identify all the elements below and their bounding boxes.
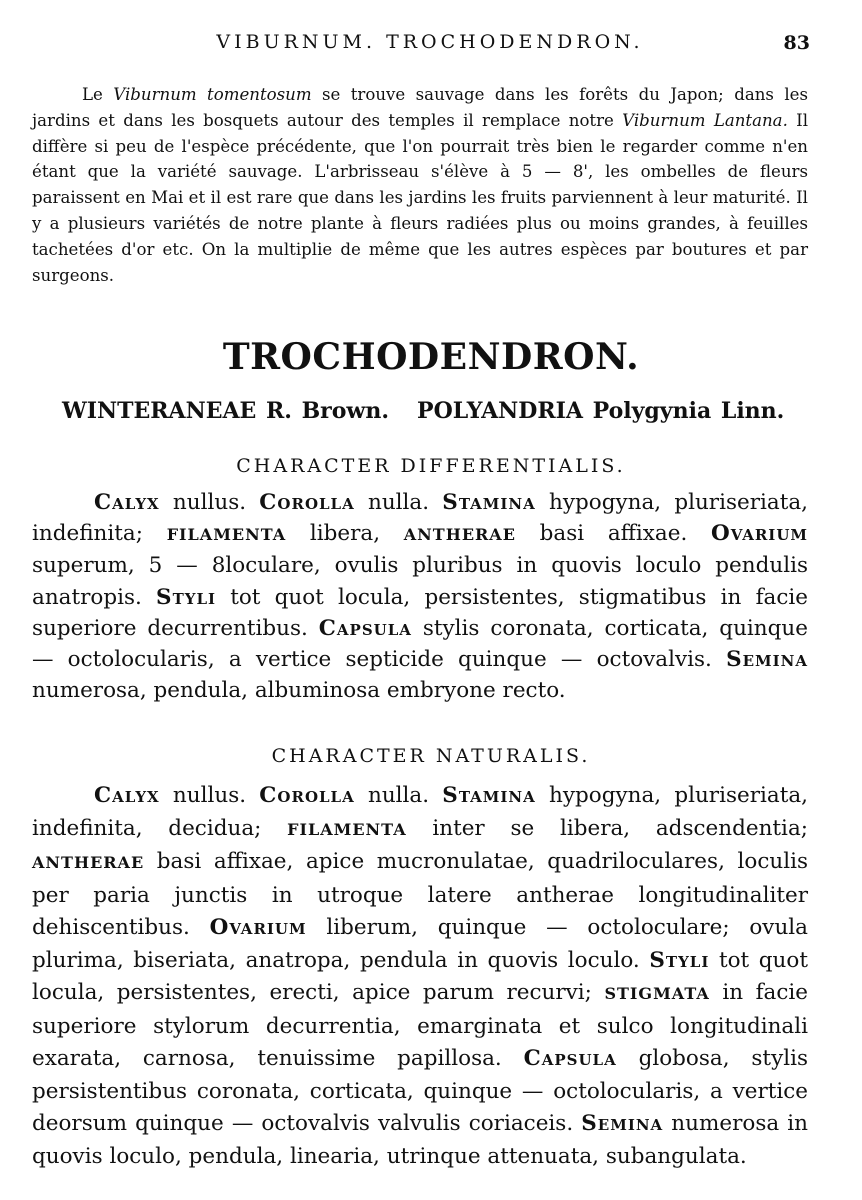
section-heading-differentialis: CHARACTER DIFFERENTIALIS. [236,455,626,477]
description-text: stylis coronata, corticata, quinque — octolocularis, a vertice septicide quinque — octovalvis. [32,615,808,673]
species-name: Viburnum tomentosum [113,85,312,104]
term: FILAMENTA [287,819,407,839]
description-text: nullus. [159,490,260,515]
intro-text: se trouve sauvage dans les forêts du Japon; dans les jardins et dans les bosquets autour des temples il remplace notre [32,85,808,130]
description-text: hypogyna, pluriseriata, indefinita, decidua; [32,783,808,841]
term: STIGMATA [604,984,710,1003]
intro-text: Le [82,85,114,104]
term: Corolla [259,783,355,808]
genus-title: TROCHODENDRON. [222,336,640,378]
description-text: basi affixae, apice mucronulatae, quadriloculares, loculis per paria junctis in utroque latere antherae longitudinaliter dehiscentibus. [32,849,808,940]
family-name: WINTERANEAE R. Brown. [62,398,390,424]
term: Semina [726,647,808,673]
running-head: VIBURNUM. TROCHODENDRON. [216,31,644,53]
description-text: libera, [286,521,404,547]
naturalis-paragraph [32,780,808,1173]
term: Semina [581,1111,664,1136]
term: Capsula [523,1046,617,1071]
description-text: nulla. [354,783,443,808]
differentialis-paragraph [32,487,808,706]
description-text: tot quot locula, persistentes, stigmatibus in facie superiore decurrentibus. [32,584,808,641]
description-text: numerosa, pendula, albuminosa embryone recto. [32,678,566,704]
term: Stamina [442,783,536,808]
description-text: superum, 5 — 8loculare, ovulis pluribus in quovis loculo pendulis anatropis. [32,553,808,610]
term: Calyx [94,490,160,515]
term: Ovarium [711,521,809,547]
description-text: globosa, stylis persistentibus coronata, corticata, quinque — octolocularis, a vertice deorsum quinque — octovalvis valvulis coriaceis. [32,1046,808,1136]
page-number: 83 [783,32,810,54]
term: Ovarium [209,915,307,940]
classification-line [62,398,822,424]
term: Calyx [94,783,160,808]
description-text: tot quot locula, persistentes, erecti, apice parum recurvi; [32,947,808,1005]
section-heading-naturalis: CHARACTER NATURALIS. [271,745,591,767]
term: Capsula [318,615,412,641]
term: Styli [649,947,710,973]
intro-text: Il diffère si peu de l'espèce précédente, que l'on pourrait très bien le regarder comme n'en étant que la variété sauvage. L'arbrisseau s'élève à 5 — 8', les ombelles de fleurs paraissent en Mai et il est rare que dans les jardins les fruits parviennent à leur maturité. Il y a plusieurs variétés de notre plante à fleurs radiées plus ou moins grandes, à feuilles tachetées d'or etc. On la multiplie de même que les autres espèces par boutures et par surgeons. [32,110,809,285]
description-text: in facie superiore stylorum decurrentia, emarginata et sulco longitudinali exarata, carnosa, tenuissime papillosa. [32,980,808,1071]
term: Stamina [442,490,536,515]
description-text: basi affixae. [515,521,711,547]
description-text: inter se libera, adscendentia; [406,815,808,841]
description-text: liberum, quinque — octoloculare; ovula plurima, biseriata, anatropa, pendula in quovis loculo. [32,915,808,973]
term: Corolla [259,490,355,515]
term: ANTHERAE [403,525,516,545]
description-text: numerosa in quovis loculo, pendula, linearia, utrinque attenuata, subangulata. [32,1111,808,1169]
species-name: Viburnum Lantana. [622,110,788,130]
description-text: nulla. [354,490,443,515]
linnaean-class: POLYANDRIA Polygynia Linn. [417,398,785,424]
term: ANTHERAE [32,853,145,872]
intro-paragraph [32,82,808,288]
term: FILAMENTA [166,525,287,545]
description-text: nullus. [159,783,260,808]
page-header [0,31,862,61]
description-text: hypogyna, pluriseriata, indefinita; [32,490,808,547]
term: Styli [156,584,217,610]
